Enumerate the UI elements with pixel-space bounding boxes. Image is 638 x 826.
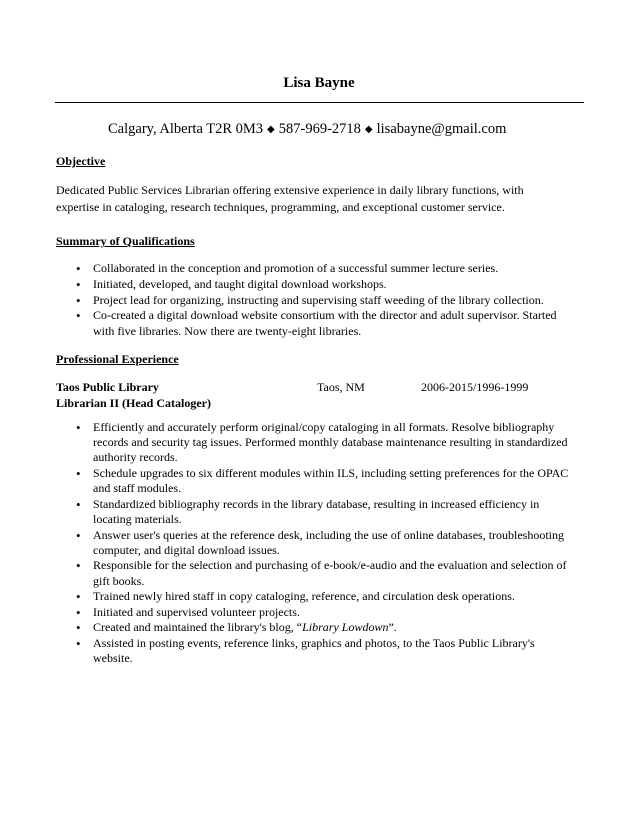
objective-heading: Objective xyxy=(56,154,106,168)
job-employer: Taos Public Library xyxy=(56,380,159,394)
contact-line xyxy=(108,121,506,138)
qualifications-heading: Summary of Qualifications xyxy=(56,234,195,248)
contact-address: Calgary, Alberta T2R 0M3 xyxy=(108,121,264,137)
experience-duties-list xyxy=(76,420,576,667)
list-item: • Project lead for organizing, instructing and supervising staff weeding of the library collection. xyxy=(76,293,576,308)
blog-title: Library Lowdown xyxy=(302,620,389,635)
job-role: Librarian II (Head Cataloger) xyxy=(56,396,211,410)
diamond-separator-icon: ◆ xyxy=(267,124,275,135)
experience-heading: Professional Experience xyxy=(56,352,179,366)
list-item xyxy=(76,620,576,635)
list-item: • Trained newly hired staff in copy cataloging, reference, and circulation desk operations. xyxy=(76,589,576,604)
diamond-separator-icon: ◆ xyxy=(364,124,373,135)
candidate-name: Lisa Bayne xyxy=(283,75,355,91)
list-item: • Initiated, developed, and taught digital download workshops. xyxy=(76,277,576,292)
list-item: • Collaborated in the conception and promotion of a successful summer lecture series. xyxy=(76,261,576,276)
blog-item-prefix: Created and maintained the library's blog, “ xyxy=(93,620,303,635)
contact-phone: 587-969-2718 xyxy=(278,121,361,137)
list-item: • Efficiently and accurately perform original/copy cataloging in all formats. Resolve bibliography records and security tag issues. Performed monthly database maintenance resulting in standardized authority records. xyxy=(76,420,576,466)
list-item: • Answer user's queries at the reference desk, including the use of online databases, troubleshooting computer, and digital download issues. xyxy=(76,528,576,558)
objective-text: Dedicated Public Services Librarian offering extensive experience in daily library functions, with expertise in cataloging, research techniques, programming, and exceptional customer service. xyxy=(56,183,524,214)
list-item: • Responsible for the selection and purchasing of e-book/e-audio and the evaluation and selection of gift books. xyxy=(76,558,576,588)
list-item: • Assisted in posting events, reference links, graphics and photos, to the Taos Public Library's website. xyxy=(76,636,576,666)
job-dates: 2006-2015/1996-1999 xyxy=(421,380,529,394)
list-item: • Co-created a digital download website consortium with the director and adult supervisor. Started with five libraries. Now there are twenty-eight libraries. xyxy=(76,308,576,338)
contact-email: lisabayne@gmail.com xyxy=(376,121,507,137)
list-item: • Schedule upgrades to six different modules within ILS, including setting preferences for the OPAC and staff modules. xyxy=(76,466,576,496)
job-location: Taos, NM xyxy=(317,380,365,394)
qualifications-list xyxy=(76,261,576,339)
list-item: • Standardized bibliography records in the library database, resulting in increased efficiency in locating materials. xyxy=(76,497,576,527)
header-divider xyxy=(55,102,584,103)
blog-item-suffix: ”. xyxy=(388,620,397,635)
list-item: • Initiated and supervised volunteer projects. xyxy=(76,605,576,620)
